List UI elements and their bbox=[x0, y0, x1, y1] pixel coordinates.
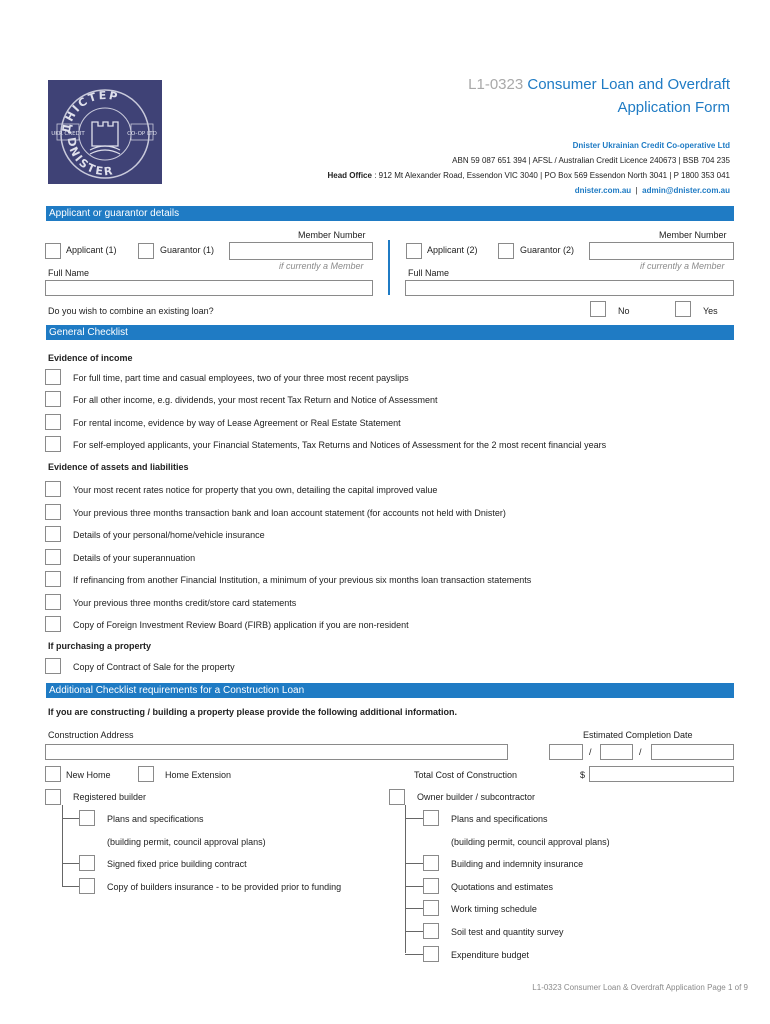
checklist-item-label: Copy of Foreign Investment Review Board (FIRB) application if you are non-resident bbox=[73, 620, 409, 630]
tree-connector bbox=[405, 863, 423, 864]
head-office-label: Head Office bbox=[327, 171, 372, 180]
checklist-checkbox[interactable] bbox=[45, 658, 61, 674]
combine-no-checkbox[interactable] bbox=[590, 301, 606, 317]
company-name: Dnister Ukrainian Credit Co-operative Ltd bbox=[572, 141, 730, 150]
tree-connector bbox=[405, 886, 423, 887]
full-name-label-2: Full Name bbox=[408, 268, 450, 278]
checklist-checkbox[interactable] bbox=[45, 414, 61, 430]
checklist-item-label: For self-employed applicants, your Financial Statements, Tax Returns and Notices of Assessment for the 2 most recent financial years bbox=[73, 439, 607, 450]
form-subtitle: Application Form bbox=[617, 99, 730, 116]
builder-item-label: Signed fixed price building contract bbox=[107, 859, 247, 870]
tree-connector bbox=[405, 818, 423, 819]
checklist-checkbox[interactable] bbox=[45, 526, 61, 542]
abn-line: ABN 59 087 651 394 | AFSL / Australian Credit Licence 240673 | BSB 704 235 bbox=[452, 156, 730, 165]
checklist-checkbox[interactable] bbox=[45, 481, 61, 497]
construction-intro: If you are constructing / building a property please provide the following additional information. bbox=[48, 707, 458, 717]
checklist-checkbox[interactable] bbox=[45, 369, 61, 385]
applicant-2-checkbox[interactable] bbox=[406, 243, 422, 259]
checklist-checkbox[interactable] bbox=[45, 571, 61, 587]
builder-item-checkbox[interactable] bbox=[423, 810, 439, 826]
member-number-label-2: Member Number bbox=[659, 230, 727, 240]
checklist-checkbox[interactable] bbox=[45, 594, 61, 610]
builder-item-checkbox[interactable] bbox=[79, 810, 95, 826]
tree-connector bbox=[62, 886, 79, 887]
contact-line: dnister.com.au | admin@dnister.com.au bbox=[574, 186, 730, 195]
form-title bbox=[468, 76, 730, 93]
tree-connector bbox=[62, 863, 79, 864]
guarantor-2-label: Guarantor (2) bbox=[520, 245, 575, 255]
income-heading: Evidence of income bbox=[48, 353, 133, 363]
guarantor-2-checkbox[interactable] bbox=[498, 243, 514, 259]
member-hint-2: if currently a Member bbox=[640, 261, 725, 271]
est-completion-label: Estimated Completion Date bbox=[583, 730, 693, 740]
checklist-item-label: Details of your personal/home/vehicle insurance bbox=[73, 530, 265, 540]
svg-text:ДНІСТЕР bbox=[60, 89, 121, 135]
builder-item-checkbox[interactable] bbox=[423, 878, 439, 894]
logo-right-text: CO-OP LTD bbox=[127, 131, 157, 137]
tree-connector bbox=[405, 954, 423, 955]
checklist-item-label: Details of your superannuation bbox=[73, 552, 196, 563]
builder-item-checkbox[interactable] bbox=[79, 855, 95, 871]
home-extension-label: Home Extension bbox=[165, 770, 232, 780]
full-name-2-field[interactable] bbox=[405, 280, 734, 296]
builder-item-label: Plans and specifications bbox=[451, 814, 548, 824]
combine-loan-question: Do you wish to combine an existing loan? bbox=[48, 306, 214, 316]
est-date-day-field[interactable] bbox=[549, 744, 583, 760]
combine-yes-checkbox[interactable] bbox=[675, 301, 691, 317]
page-footer: L1-0323 Consumer Loan & Overdraft Application Page 1 of 9 bbox=[532, 983, 748, 992]
builder-item-checkbox[interactable] bbox=[423, 923, 439, 939]
member-number-1-field[interactable] bbox=[229, 242, 373, 260]
website-link[interactable]: dnister.com.au bbox=[574, 186, 632, 195]
dnister-seal-icon bbox=[48, 80, 162, 184]
checklist-checkbox[interactable] bbox=[45, 436, 61, 452]
checklist-checkbox[interactable] bbox=[45, 504, 61, 520]
tree-connector bbox=[405, 931, 423, 932]
checklist-item-label: Your previous three months credit/store card statements bbox=[73, 597, 297, 608]
registered-builder-label: Registered builder bbox=[73, 792, 147, 802]
tree-connector bbox=[405, 908, 423, 909]
email-link[interactable]: admin@dnister.com.au bbox=[642, 186, 730, 195]
tree-connector bbox=[62, 818, 79, 819]
builder-item-checkbox[interactable] bbox=[423, 900, 439, 916]
combine-yes-label: Yes bbox=[703, 306, 718, 316]
builder-item-label: Copy of builders insurance - to be provided prior to funding bbox=[107, 881, 342, 892]
checklist-item-label: Copy of Contract of Sale for the property bbox=[73, 662, 235, 672]
builder-item-label: (building permit, council approval plans) bbox=[451, 836, 610, 847]
full-name-1-field[interactable] bbox=[45, 280, 373, 296]
logo-top-text: ДНІСТЕР bbox=[59, 88, 121, 135]
checklist-item-label: Your most recent rates notice for property that you own, detailing the capital improved value bbox=[73, 485, 438, 495]
new-home-checkbox[interactable] bbox=[45, 766, 61, 782]
applicant-1-label: Applicant (1) bbox=[66, 245, 117, 255]
applicant-2-label: Applicant (2) bbox=[427, 245, 478, 255]
full-name-label-1: Full Name bbox=[48, 268, 90, 278]
section-applicant-details: Applicant or guarantor details bbox=[46, 206, 734, 221]
builder-item-checkbox[interactable] bbox=[423, 855, 439, 871]
builder-item-checkbox[interactable] bbox=[79, 878, 95, 894]
builder-item-label: Soil test and quantity survey bbox=[451, 927, 564, 937]
new-home-label: New Home bbox=[66, 770, 111, 780]
checklist-item-label: Your previous three months transaction bank and loan account statement (for accounts not held with Dnister) bbox=[73, 507, 506, 518]
applicant-1-checkbox[interactable] bbox=[45, 243, 61, 259]
head-office-text: : 912 Mt Alexander Road, Essendon VIC 3040 | PO Box 569 Essendon North 3041 | P 1800 353 041 bbox=[371, 171, 730, 180]
checklist-item-label: For rental income, evidence by way of Lease Agreement or Real Estate Statement bbox=[73, 417, 401, 428]
builder-item-label: Plans and specifications bbox=[107, 814, 204, 824]
checklist-item-label: For all other income, e.g. dividends, your most recent Tax Return and Notice of Assessment bbox=[73, 395, 438, 406]
checklist-item-label: If refinancing from another Financial Institution, a minimum of your previous six months loan transaction statements bbox=[73, 575, 532, 585]
checklist-checkbox[interactable] bbox=[45, 616, 61, 632]
head-office-line bbox=[328, 171, 731, 180]
home-extension-checkbox[interactable] bbox=[138, 766, 154, 782]
est-date-year-field[interactable] bbox=[651, 744, 734, 760]
logo-bottom-text: DNISTER bbox=[64, 136, 116, 179]
guarantor-1-label: Guarantor (1) bbox=[160, 245, 215, 255]
member-number-2-field[interactable] bbox=[589, 242, 734, 260]
registered-builder-checkbox[interactable] bbox=[45, 789, 61, 805]
builder-item-label: Work timing schedule bbox=[451, 904, 537, 915]
est-date-month-field[interactable] bbox=[600, 744, 633, 760]
checklist-checkbox[interactable] bbox=[45, 549, 61, 565]
checklist-item-label: For full time, part time and casual employees, two of your three most recent payslips bbox=[73, 373, 409, 383]
guarantor-1-checkbox[interactable] bbox=[138, 243, 154, 259]
member-number-label-1: Member Number bbox=[298, 230, 366, 240]
purchase-heading: If purchasing a property bbox=[48, 641, 152, 651]
construction-address-field[interactable] bbox=[45, 744, 508, 760]
column-divider bbox=[388, 240, 390, 295]
builder-item-label: Quotations and estimates bbox=[451, 881, 554, 892]
builder-item-checkbox[interactable] bbox=[423, 946, 439, 962]
assets-heading: Evidence of assets and liabilities bbox=[48, 462, 189, 472]
form-code: L1-0323 bbox=[468, 76, 524, 93]
logo-left-text: UKR CREDIT bbox=[51, 131, 85, 137]
builder-item-label: (building permit, council approval plans) bbox=[107, 836, 266, 847]
svg-text:DNISTER bbox=[65, 137, 116, 179]
total-cost-label: Total Cost of Construction bbox=[414, 770, 518, 780]
member-hint-1: if currently a Member bbox=[279, 261, 364, 271]
dnister-logo bbox=[48, 80, 162, 184]
total-cost-field[interactable] bbox=[589, 766, 734, 782]
form-title-main: Consumer Loan and Overdraft bbox=[523, 76, 730, 93]
date-slash-1: / bbox=[589, 747, 592, 757]
section-general-checklist: General Checklist bbox=[46, 325, 734, 340]
combine-no-label: No bbox=[618, 306, 630, 316]
date-slash-2: / bbox=[639, 747, 642, 757]
section-construction-loan: Additional Checklist requirements for a Construction Loan bbox=[46, 683, 734, 698]
builder-item-label: Building and indemnity insurance bbox=[451, 859, 584, 870]
owner-builder-label: Owner builder / subcontractor bbox=[417, 792, 536, 802]
checklist-checkbox[interactable] bbox=[45, 391, 61, 407]
construction-address-label: Construction Address bbox=[48, 730, 134, 740]
builder-item-label: Expenditure budget bbox=[451, 949, 530, 960]
owner-builder-checkbox[interactable] bbox=[389, 789, 405, 805]
dollar-sign: $ bbox=[580, 770, 586, 780]
